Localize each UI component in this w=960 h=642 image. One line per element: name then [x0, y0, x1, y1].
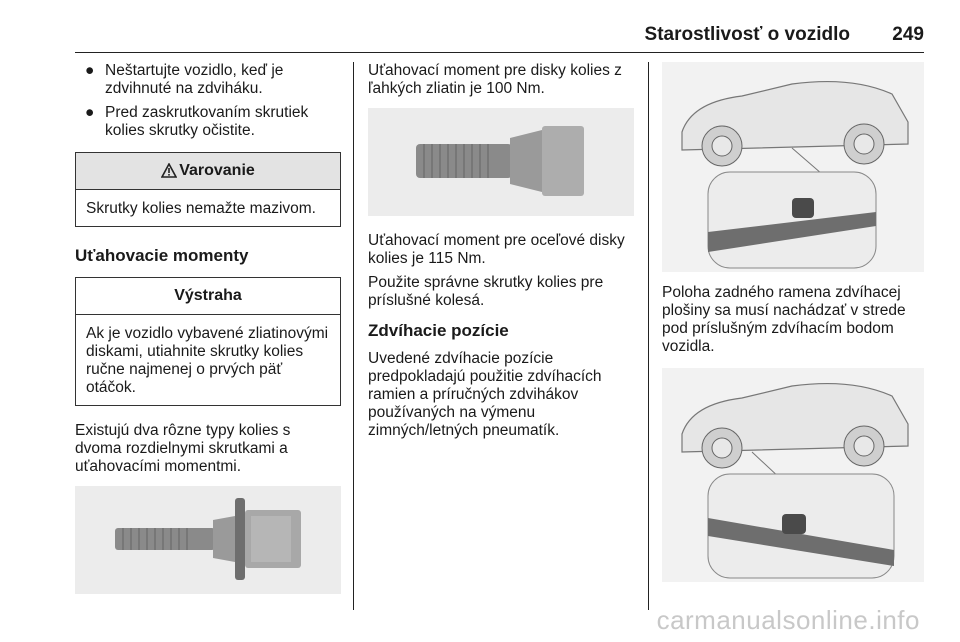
bullet-list [75, 62, 341, 140]
warning-header [76, 153, 340, 190]
paragraph: Uvedené zdvíhacie pozície predpokladajú použitie zdvíhacích ramien a príručných zdvihákov používaných na výmenu zimných/letných pneumatík. [368, 350, 602, 439]
caution-header: Výstraha [76, 278, 340, 315]
watermark: carmanualsonline.info [656, 605, 920, 635]
section-title: Starostlivosť o vozidlo [644, 24, 850, 45]
list-item: ● Neštartujte vozidlo, keď je zdvihnuté na zdviháku. [85, 62, 284, 97]
warning-box [75, 152, 341, 227]
section-heading: Uťahovacie momenty [75, 246, 249, 265]
paragraph: Uťahovací moment pre oceľové disky kolies je 115 Nm. [368, 232, 625, 267]
warning-triangle-icon [161, 163, 177, 178]
caution-text: Ak je vozidlo vybavené zliatinovými diskami, utiahnite skrutky kolies ručne najmenej o prvých päť otáčok. [86, 325, 329, 396]
column-2 [368, 62, 634, 446]
warning-title: Varovanie [179, 162, 255, 179]
column-1 [75, 62, 341, 594]
section-heading: Zdvíhacie pozície [368, 321, 509, 340]
page-number: 249 [892, 24, 924, 45]
bullet-icon: ● [85, 104, 95, 121]
list-item: ● Pred zaskrutkovaním skrutiek kolies skrutky očistite. [85, 104, 309, 139]
paragraph: Poloha zadného ramena zdvíhacej plošiny sa musí nachádzať v strede pod príslušným zdvíhacím bodom vozidla. [662, 284, 906, 355]
column-divider [353, 62, 354, 610]
lift-point-rear-image [662, 368, 924, 582]
paragraph: Použite správne skrutky kolies pre príslušné kolesá. [368, 274, 604, 309]
column-3 [662, 62, 924, 582]
alloy-wheel-bolt-image [75, 486, 341, 594]
paragraph: Uťahovací moment pre disky kolies z ľahkých zliatin je 100 Nm. [368, 62, 622, 97]
bullet-icon: ● [85, 62, 95, 79]
paragraph: Existujú dva rôzne typy kolies s dvoma rozdielnymi skrutkami a uťahovacími momentmi. [75, 422, 291, 475]
steel-wheel-bolt-image [368, 108, 634, 216]
column-divider [648, 62, 649, 610]
page-header [75, 22, 924, 53]
caution-box [75, 277, 341, 406]
warning-text: Skrutky kolies nemažte mazivom. [86, 200, 316, 217]
lift-point-front-image [662, 62, 924, 272]
